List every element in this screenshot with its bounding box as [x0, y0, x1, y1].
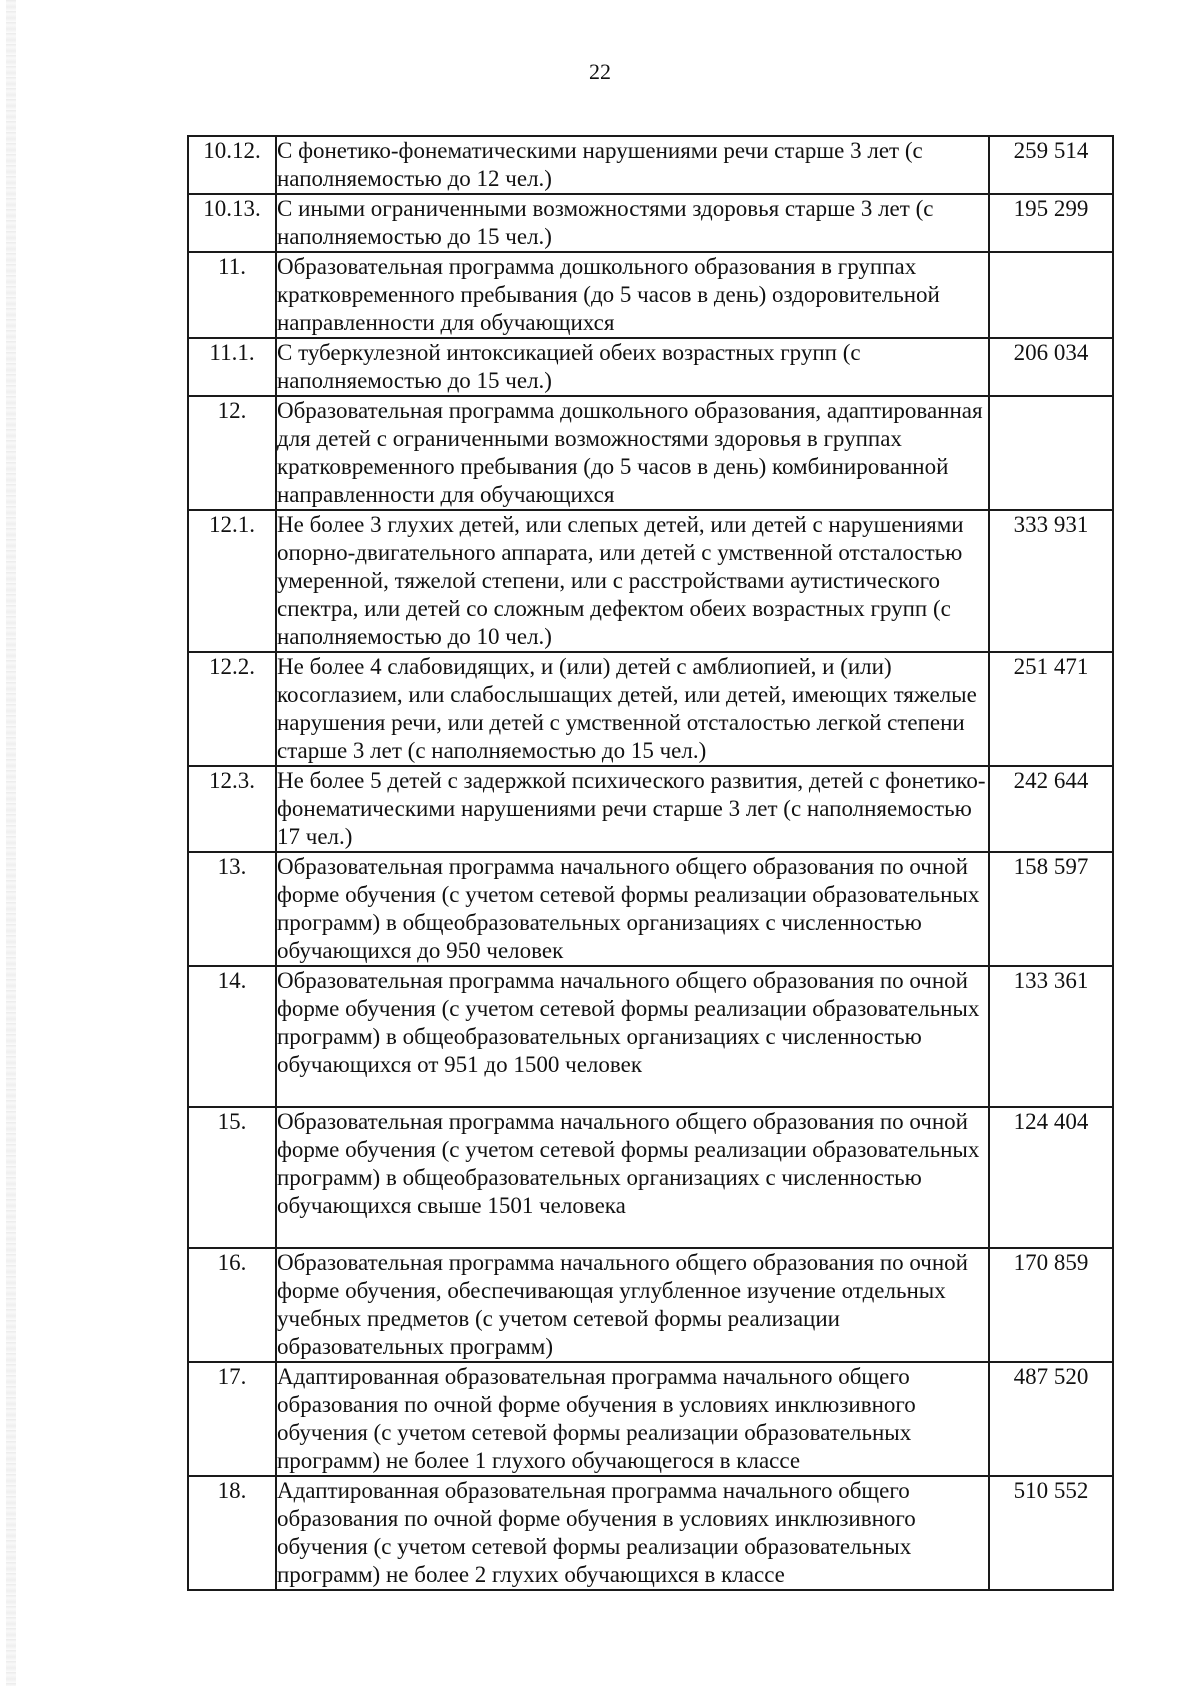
row-value: 487 520 — [989, 1362, 1113, 1476]
table-row — [188, 766, 1113, 852]
row-number: 18. — [188, 1476, 276, 1590]
row-number: 12. — [188, 396, 276, 510]
row-number: 10.12. — [188, 136, 276, 194]
table-row — [188, 1362, 1113, 1476]
row-description: Образовательная программа дошкольного образования, адаптированная для детей с ограниченными возможностями здоровья в группах кратковременного пребывания (до 5 часов в день) комбинированной направленности для обучающихся — [276, 396, 989, 510]
page-number: 22 — [589, 59, 611, 84]
row-number: 14. — [188, 966, 276, 1107]
table-row — [188, 136, 1113, 194]
row-number: 16. — [188, 1248, 276, 1362]
row-value — [989, 396, 1113, 510]
table-row — [188, 510, 1113, 652]
row-description: Не более 5 детей с задержкой психического развития, детей с фонетико-фонематическими нарушениями речи старше 3 лет (с наполняемостью 17 чел.) — [276, 766, 989, 852]
row-description: Образовательная программа дошкольного образования в группах кратковременного пребывания (до 5 часов в день) оздоровительной направленности для обучающихся — [276, 252, 989, 338]
row-value: 206 034 — [989, 338, 1113, 396]
row-value: 333 931 — [989, 510, 1113, 652]
row-number: 12.1. — [188, 510, 276, 652]
row-number: 12.2. — [188, 652, 276, 766]
row-number: 15. — [188, 1107, 276, 1248]
row-description: Адаптированная образовательная программа начального общего образования по очной форме обучения в условиях инклюзивного обучения (с учетом сетевой формы реализации образовательных программ) не более 2 глухих обучающихся в классе — [276, 1476, 989, 1590]
row-number: 10.13. — [188, 194, 276, 252]
row-number: 11.1. — [188, 338, 276, 396]
row-value: 133 361 — [989, 966, 1113, 1107]
row-value: 124 404 — [989, 1107, 1113, 1248]
row-value: 195 299 — [989, 194, 1113, 252]
table-row — [188, 1476, 1113, 1590]
table-row — [188, 338, 1113, 396]
row-description: Образовательная программа начального общего образования по очной форме обучения (с учетом сетевой формы реализации образовательных программ) в общеобразовательных организациях с численностью обучающихся свыше 1501 человека — [276, 1107, 989, 1248]
table-row — [188, 396, 1113, 510]
tariff-table — [187, 135, 1114, 1591]
row-value: 242 644 — [989, 766, 1113, 852]
table-row — [188, 852, 1113, 966]
row-description: Образовательная программа начального общего образования по очной форме обучения (с учетом сетевой формы реализации образовательных программ) в общеобразовательных организациях с численностью обучающихся до 950 человек — [276, 852, 989, 966]
table-row — [188, 1248, 1113, 1362]
row-value: 158 597 — [989, 852, 1113, 966]
row-description: Не более 3 глухих детей, или слепых детей, или детей с нарушениями опорно-двигательного аппарата, или детей с умственной отсталостью умеренной, тяжелой степени, или с расстройствами аутистического спектра, или детей со сложным дефектом обеих возрастных групп (с наполняемостью до 10 чел.) — [276, 510, 989, 652]
row-description: Образовательная программа начального общего образования по очной форме обучения (с учетом сетевой формы реализации образовательных программ) в общеобразовательных организациях с численностью обучающихся от 951 до 1500 человек — [276, 966, 989, 1107]
row-value: 170 859 — [989, 1248, 1113, 1362]
table-row — [188, 252, 1113, 338]
row-number: 11. — [188, 252, 276, 338]
row-number: 13. — [188, 852, 276, 966]
row-value — [989, 252, 1113, 338]
table-row — [188, 1107, 1113, 1248]
row-number: 12.3. — [188, 766, 276, 852]
row-value: 251 471 — [989, 652, 1113, 766]
row-number: 17. — [188, 1362, 276, 1476]
row-description: Образовательная программа начального общего образования по очной форме обучения, обеспечивающая углубленное изучение отдельных учебных предметов (с учетом сетевой формы реализации образовательных программ) — [276, 1248, 989, 1362]
row-value: 510 552 — [989, 1476, 1113, 1590]
row-description: С иными ограниченными возможностями здоровья старше 3 лет (с наполняемостью до 15 чел.) — [276, 194, 989, 252]
table-row — [188, 194, 1113, 252]
row-description: Адаптированная образовательная программа начального общего образования по очной форме обучения в условиях инклюзивного обучения (с учетом сетевой формы реализации образовательных программ) не более 1 глухого обучающегося в классе — [276, 1362, 989, 1476]
table-row — [188, 652, 1113, 766]
scan-edge-artifact — [6, 0, 16, 1686]
row-value: 259 514 — [989, 136, 1113, 194]
row-description: С фонетико-фонематическими нарушениями речи старше 3 лет (с наполняемостью до 12 чел.) — [276, 136, 989, 194]
row-description: С туберкулезной интоксикацией обеих возрастных групп (с наполняемостью до 15 чел.) — [276, 338, 989, 396]
table-row — [188, 966, 1113, 1107]
row-description: Не более 4 слабовидящих, и (или) детей с амблиопией, и (или) косоглазием, или слабослышащих детей, или детей, имеющих тяжелые нарушения речи, или детей с умственной отсталостью легкой степени старше 3 лет (с наполняемостью до 15 чел.) — [276, 652, 989, 766]
